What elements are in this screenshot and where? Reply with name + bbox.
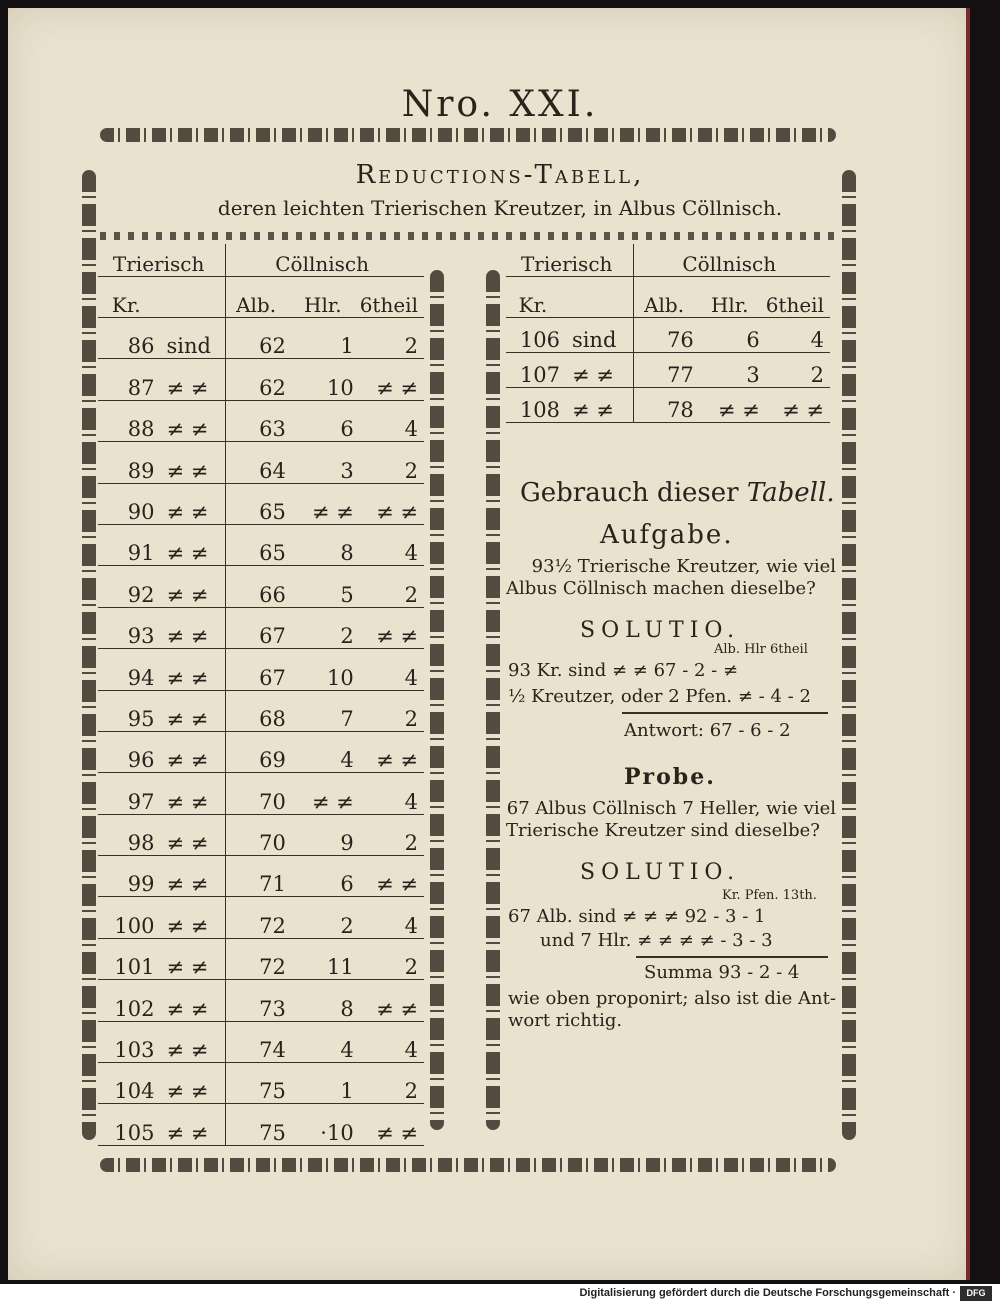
kr-cell: 100 (98, 897, 160, 938)
header-kr: Kr. (506, 277, 566, 318)
sechstheil-cell: ≠ ≠ (360, 359, 424, 400)
sind-cell: ≠ ≠ (160, 524, 225, 565)
table-row (98, 566, 424, 607)
task-question-line1: 93½ Trierische Kreutzer, wie viel (531, 556, 836, 577)
hlr-cell: ≠ ≠ (292, 483, 360, 524)
dotted-ornament-line (100, 232, 836, 240)
table-row (98, 318, 424, 359)
alb-cell: 70 (226, 814, 292, 855)
table-title: Reductions-Tabell, (355, 160, 645, 190)
sechstheil-cell: 2 (360, 938, 424, 979)
sind-cell: ≠ ≠ (160, 731, 225, 772)
sechstheil-cell: 2 (360, 566, 424, 607)
sind-cell: ≠ ≠ (160, 690, 225, 731)
top-ornament-border (100, 128, 836, 142)
hlr-cell: 11 (292, 938, 360, 979)
solutio-2-line2: und 7 Hlr. ≠ ≠ ≠ ≠ - 3 - 3 (540, 930, 773, 951)
hlr-cell: 9 (292, 814, 360, 855)
kr-cell: 105 (98, 1104, 160, 1145)
sechstheil-cell: ≠ ≠ (360, 1104, 424, 1145)
header-kr: Kr. (98, 277, 160, 318)
usage-heading-b: Tabell. (746, 478, 835, 508)
kr-cell: 87 (98, 359, 160, 400)
kr-cell: 94 (98, 649, 160, 690)
table-row (98, 1063, 424, 1104)
alb-cell: 65 (226, 483, 292, 524)
hlr-cell: 10 (292, 649, 360, 690)
alb-cell: 65 (226, 524, 292, 565)
header-alb: Alb. (226, 277, 292, 318)
hlr-cell: 8 (292, 524, 360, 565)
sind-cell: ≠ ≠ (160, 1104, 225, 1145)
bottom-ornament-border (100, 1158, 836, 1172)
sind-cell: ≠ ≠ (160, 442, 225, 483)
solutio-2-line1: 67 Alb. sind ≠ ≠ ≠ 92 - 3 - 1 (508, 906, 766, 927)
sind-cell: ≠ ≠ (160, 649, 225, 690)
alb-cell: 66 (226, 566, 292, 607)
header-trierisch: Trierisch (98, 244, 226, 277)
kr-cell: 88 (98, 400, 160, 441)
sind-cell: ≠ ≠ (160, 607, 225, 648)
sind-cell: ≠ ≠ (566, 388, 634, 423)
sechstheil-cell: ≠ ≠ (360, 980, 424, 1021)
table-row (98, 690, 424, 731)
kr-cell: 98 (98, 814, 160, 855)
table-row (98, 814, 424, 855)
table-row (98, 773, 424, 814)
task-heading: Aufgabe. (600, 520, 734, 550)
table-row (98, 649, 424, 690)
sind-cell: ≠ ≠ (160, 1063, 225, 1104)
sechstheil-cell: 4 (360, 773, 424, 814)
alb-cell: 72 (226, 897, 292, 938)
table-row (506, 318, 830, 353)
solutio-1-line1: 93 Kr. sind ≠ ≠ 67 - 2 - ≠ (508, 660, 739, 681)
table-row (98, 607, 424, 648)
sechstheil-cell: 2 (360, 814, 424, 855)
table-row (98, 359, 424, 400)
dfg-logo: DFG (960, 1286, 992, 1301)
probe-heading: Probe. (624, 764, 716, 790)
sind-cell: ≠ ≠ (160, 814, 225, 855)
kr-cell: 95 (98, 690, 160, 731)
alb-cell: 69 (226, 731, 292, 772)
page-title: Nro. XXI. (401, 84, 599, 125)
hlr-cell: 8 (292, 980, 360, 1021)
kr-cell: 99 (98, 856, 160, 897)
hlr-cell: ≠ ≠ (700, 388, 766, 423)
sind-cell: ≠ ≠ (160, 938, 225, 979)
header-blank (160, 277, 225, 318)
sechstheil-cell: 2 (360, 442, 424, 483)
sind-cell: ≠ ≠ (160, 483, 225, 524)
kr-cell: 104 (98, 1063, 160, 1104)
alb-cell: 70 (226, 773, 292, 814)
left-reduction-table (98, 244, 424, 1146)
table-subtitle: deren leichten Trierischen Kreutzer, in Albus Cöllnisch. (217, 196, 783, 220)
alb-cell: 63 (226, 400, 292, 441)
sind-cell: ≠ ≠ (160, 400, 225, 441)
kr-cell: 97 (98, 773, 160, 814)
alb-cell: 64 (226, 442, 292, 483)
hlr-cell: 4 (292, 1021, 360, 1062)
kr-cell: 107 (506, 353, 566, 388)
header-6theil: 6theil (360, 277, 424, 318)
sind-cell: ≠ ≠ (160, 980, 225, 1021)
conclusion-line2: wort richtig. (508, 1010, 623, 1031)
conclusion-line1: wie oben proponirt; also ist die Ant- (508, 988, 836, 1009)
hlr-cell: 4 (292, 731, 360, 772)
alb-cell: 73 (226, 980, 292, 1021)
kr-cell: 86 (98, 318, 160, 359)
alb-cell: 62 (226, 359, 292, 400)
header-blank (566, 277, 634, 318)
solutio-1-line2: ½ Kreutzer, oder 2 Pfen. ≠ - 4 - 2 (508, 686, 811, 707)
alb-cell: 74 (226, 1021, 292, 1062)
center-ornament-right (486, 270, 500, 1130)
alb-cell: 76 (634, 318, 700, 353)
table-row (98, 856, 424, 897)
sum-rule-1 (622, 712, 828, 714)
table-row (98, 897, 424, 938)
sechstheil-cell: 4 (360, 897, 424, 938)
sechstheil-cell: ≠ ≠ (360, 607, 424, 648)
header-alb: Alb. (634, 277, 700, 318)
sechstheil-cell: ≠ ≠ (766, 388, 830, 423)
kr-cell: 92 (98, 566, 160, 607)
solutio-heading-1: SOLUTIO. (580, 618, 741, 643)
table-row (98, 980, 424, 1021)
table-row (98, 938, 424, 979)
table-row (506, 353, 830, 388)
alb-cell: 67 (226, 649, 292, 690)
sechstheil-cell: ≠ ≠ (360, 483, 424, 524)
table-row (98, 524, 424, 565)
sechstheil-cell: 4 (766, 318, 830, 353)
sind-cell: ≠ ≠ (160, 773, 225, 814)
alb-cell: 78 (634, 388, 700, 423)
header-coellnisch: Cöllnisch (634, 244, 830, 277)
kr-cell: 103 (98, 1021, 160, 1062)
hlr-cell: 3 (292, 442, 360, 483)
sechstheil-cell: 4 (360, 649, 424, 690)
kr-cell: 96 (98, 731, 160, 772)
probe-question-line1: 67 Albus Cöllnisch 7 Heller, wie viel (506, 798, 836, 819)
header-6theil: 6theil (766, 277, 830, 318)
hlr-cell: 2 (292, 897, 360, 938)
sum-rule-2 (636, 956, 828, 958)
kr-cell: 101 (98, 938, 160, 979)
sechstheil-cell: 2 (766, 353, 830, 388)
footer-credit: Digitalisierung gefördert durch die Deutsche Forschungsgemeinschaft · (579, 1287, 956, 1299)
table-row (98, 400, 424, 441)
hlr-cell: 3 (700, 353, 766, 388)
sechstheil-cell: 2 (360, 318, 424, 359)
table-row (98, 442, 424, 483)
hlr-cell: 1 (292, 1063, 360, 1104)
right-ornament-border (842, 170, 856, 1140)
hlr-cell: 6 (292, 856, 360, 897)
solutio-2-units: Kr. Pfen. 13th. (722, 888, 817, 903)
kr-cell: 93 (98, 607, 160, 648)
table-row (98, 483, 424, 524)
sind-cell: sind (160, 318, 225, 359)
usage-heading-a: Gebrauch dieser (520, 478, 739, 508)
usage-heading (520, 478, 835, 508)
header-hlr: Hlr. (292, 277, 360, 318)
alb-cell: 75 (226, 1063, 292, 1104)
alb-cell: 77 (634, 353, 700, 388)
sind-cell: ≠ ≠ (160, 359, 225, 400)
sechstheil-cell: 2 (360, 690, 424, 731)
sind-cell: ≠ ≠ (160, 566, 225, 607)
header-hlr: Hlr. (700, 277, 766, 318)
sind-cell: sind (566, 318, 634, 353)
table-row (506, 388, 830, 423)
solutio-2-sum: Summa 93 - 2 - 4 (644, 962, 800, 983)
kr-cell: 108 (506, 388, 566, 423)
kr-cell: 89 (98, 442, 160, 483)
hlr-cell: 2 (292, 607, 360, 648)
alb-cell: 68 (226, 690, 292, 731)
sind-cell: ≠ ≠ (160, 1021, 225, 1062)
solutio-1-units: Alb. Hlr 6theil (714, 642, 808, 657)
hlr-cell: ≠ ≠ (292, 773, 360, 814)
center-ornament-left (430, 270, 444, 1130)
hlr-cell: 5 (292, 566, 360, 607)
sind-cell: ≠ ≠ (566, 353, 634, 388)
alb-cell: 71 (226, 856, 292, 897)
table-row (98, 1021, 424, 1062)
right-reduction-table (506, 244, 830, 423)
solutio-heading-2: SOLUTIO. (580, 860, 741, 885)
hlr-cell: 10 (292, 359, 360, 400)
sind-cell: ≠ ≠ (160, 856, 225, 897)
kr-cell: 90 (98, 483, 160, 524)
sechstheil-cell: ≠ ≠ (360, 856, 424, 897)
kr-cell: 91 (98, 524, 160, 565)
sechstheil-cell: 2 (360, 1063, 424, 1104)
hlr-cell: 6 (292, 400, 360, 441)
table-row (98, 1104, 424, 1145)
sechstheil-cell: 4 (360, 524, 424, 565)
alb-cell: 72 (226, 938, 292, 979)
hlr-cell: ·10 (292, 1104, 360, 1145)
alb-cell: 75 (226, 1104, 292, 1145)
hlr-cell: 7 (292, 690, 360, 731)
left-ornament-border (82, 170, 96, 1140)
sind-cell: ≠ ≠ (160, 897, 225, 938)
table-row (98, 731, 424, 772)
kr-cell: 106 (506, 318, 566, 353)
probe-question-line2: Trierische Kreutzer sind dieselbe? (506, 820, 820, 841)
alb-cell: 67 (226, 607, 292, 648)
hlr-cell: 1 (292, 318, 360, 359)
sechstheil-cell: 4 (360, 1021, 424, 1062)
header-coellnisch: Cöllnisch (226, 244, 424, 277)
solutio-1-answer: Antwort: 67 - 6 - 2 (624, 720, 791, 741)
sechstheil-cell: ≠ ≠ (360, 731, 424, 772)
sechstheil-cell: 4 (360, 400, 424, 441)
header-trierisch: Trierisch (506, 244, 634, 277)
task-question-line2: Albus Cöllnisch machen dieselbe? (506, 578, 816, 599)
alb-cell: 62 (226, 318, 292, 359)
hlr-cell: 6 (700, 318, 766, 353)
kr-cell: 102 (98, 980, 160, 1021)
